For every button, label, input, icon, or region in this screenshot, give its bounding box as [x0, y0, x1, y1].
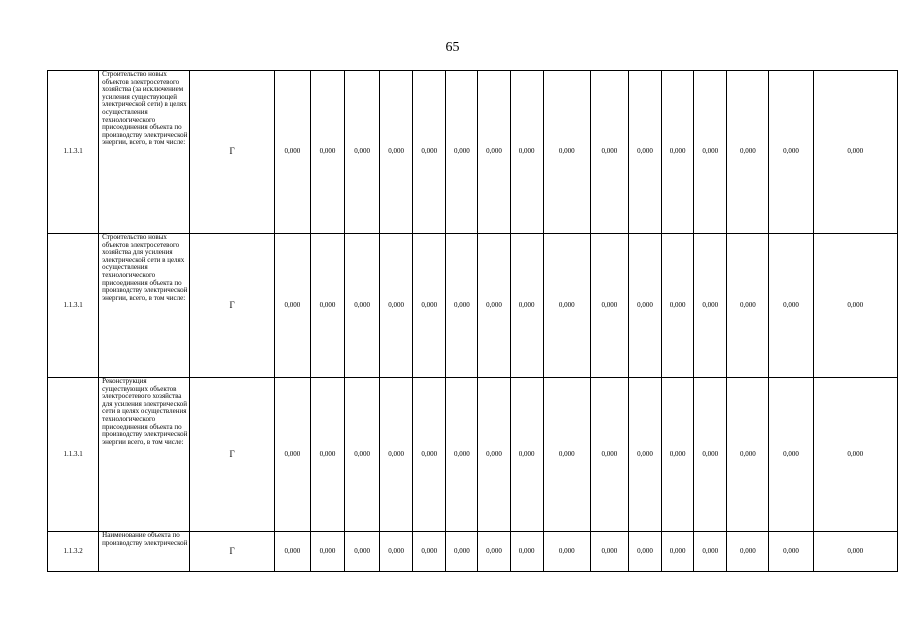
- value-cell: 0,000: [543, 378, 590, 532]
- value-cell: 0,000: [813, 71, 897, 234]
- value-cell: 0,000: [694, 532, 727, 572]
- row-name: Строительство новых объектов электросетевого хозяйства для усиления электрической сети в целях осуществления технологического присоединения объекта по производству электрической энергии, всего, в том числе:: [99, 234, 190, 378]
- value-cell: 0,000: [813, 378, 897, 532]
- value-cell: 0,000: [274, 234, 310, 378]
- value-cell: 0,000: [345, 234, 380, 378]
- value-cell: 0,000: [274, 71, 310, 234]
- value-cell: 0,000: [543, 532, 590, 572]
- value-cell: 0,000: [543, 71, 590, 234]
- value-cell: 0,000: [380, 532, 413, 572]
- value-cell: 0,000: [345, 71, 380, 234]
- value-cell: 0,000: [727, 234, 769, 378]
- value-cell: 0,000: [510, 378, 543, 532]
- value-cell: 0,000: [590, 234, 628, 378]
- value-cell: 0,000: [345, 532, 380, 572]
- investment-table: [47, 70, 898, 572]
- value-cell: 0,000: [413, 71, 446, 234]
- row-letter: Г: [190, 71, 274, 234]
- value-cell: 0,000: [380, 378, 413, 532]
- value-cell: 0,000: [813, 234, 897, 378]
- value-cell: 0,000: [628, 234, 661, 378]
- value-cell: 0,000: [446, 378, 478, 532]
- table-row: [48, 234, 898, 378]
- value-cell: 0,000: [446, 234, 478, 378]
- row-name: Наименование объекта по производству электрической: [99, 532, 190, 572]
- value-cell: 0,000: [274, 532, 310, 572]
- value-cell: 0,000: [345, 378, 380, 532]
- value-cell: 0,000: [694, 378, 727, 532]
- value-cell: 0,000: [727, 378, 769, 532]
- row-letter: Г: [190, 378, 274, 532]
- value-cell: 0,000: [662, 378, 694, 532]
- value-cell: 0,000: [662, 532, 694, 572]
- value-cell: 0,000: [769, 71, 813, 234]
- value-cell: 0,000: [478, 532, 510, 572]
- row-code: 1.1.3.1: [48, 234, 99, 378]
- value-cell: 0,000: [310, 234, 344, 378]
- value-cell: 0,000: [590, 532, 628, 572]
- value-cell: 0,000: [694, 71, 727, 234]
- value-cell: 0,000: [590, 378, 628, 532]
- value-cell: 0,000: [628, 532, 661, 572]
- value-cell: 0,000: [662, 71, 694, 234]
- value-cell: 0,000: [727, 71, 769, 234]
- row-code: 1.1.3.2: [48, 532, 99, 572]
- row-code: 1.1.3.1: [48, 378, 99, 532]
- row-name: Реконструкция существующих объектов электросетевого хозяйства для усиления электрической сети в целях осуществления технологического присоединения объекта по производству электрической энергии всего, в том числе:: [99, 378, 190, 532]
- value-cell: 0,000: [543, 234, 590, 378]
- value-cell: 0,000: [274, 378, 310, 532]
- value-cell: 0,000: [380, 234, 413, 378]
- value-cell: 0,000: [380, 71, 413, 234]
- value-cell: 0,000: [413, 234, 446, 378]
- value-cell: 0,000: [510, 71, 543, 234]
- table-row: [48, 378, 898, 532]
- value-cell: 0,000: [478, 378, 510, 532]
- value-cell: 0,000: [813, 532, 897, 572]
- value-cell: 0,000: [769, 532, 813, 572]
- value-cell: 0,000: [413, 378, 446, 532]
- page-number: 65: [445, 40, 460, 55]
- value-cell: 0,000: [478, 71, 510, 234]
- table-row: [48, 71, 898, 234]
- row-code: 1.1.3.1: [48, 71, 99, 234]
- value-cell: 0,000: [662, 234, 694, 378]
- value-cell: 0,000: [727, 532, 769, 572]
- value-cell: 0,000: [510, 234, 543, 378]
- value-cell: 0,000: [478, 234, 510, 378]
- row-letter: Г: [190, 234, 274, 378]
- value-cell: 0,000: [310, 378, 344, 532]
- value-cell: 0,000: [510, 532, 543, 572]
- table-row: [48, 532, 898, 572]
- value-cell: 0,000: [413, 532, 446, 572]
- row-name: Строительство новых объектов электросетевого хозяйства (за исключением усиления существующей электрической сети) в целях осуществления технологического присоединения объекта по производству электрической энергии, всего, в том числе:: [99, 71, 190, 234]
- value-cell: 0,000: [310, 532, 344, 572]
- value-cell: 0,000: [590, 71, 628, 234]
- value-cell: 0,000: [628, 378, 661, 532]
- value-cell: 0,000: [694, 234, 727, 378]
- value-cell: 0,000: [446, 532, 478, 572]
- value-cell: 0,000: [310, 71, 344, 234]
- row-letter: Г: [190, 532, 274, 572]
- value-cell: 0,000: [628, 71, 661, 234]
- value-cell: 0,000: [769, 378, 813, 532]
- value-cell: 0,000: [769, 234, 813, 378]
- value-cell: 0,000: [446, 71, 478, 234]
